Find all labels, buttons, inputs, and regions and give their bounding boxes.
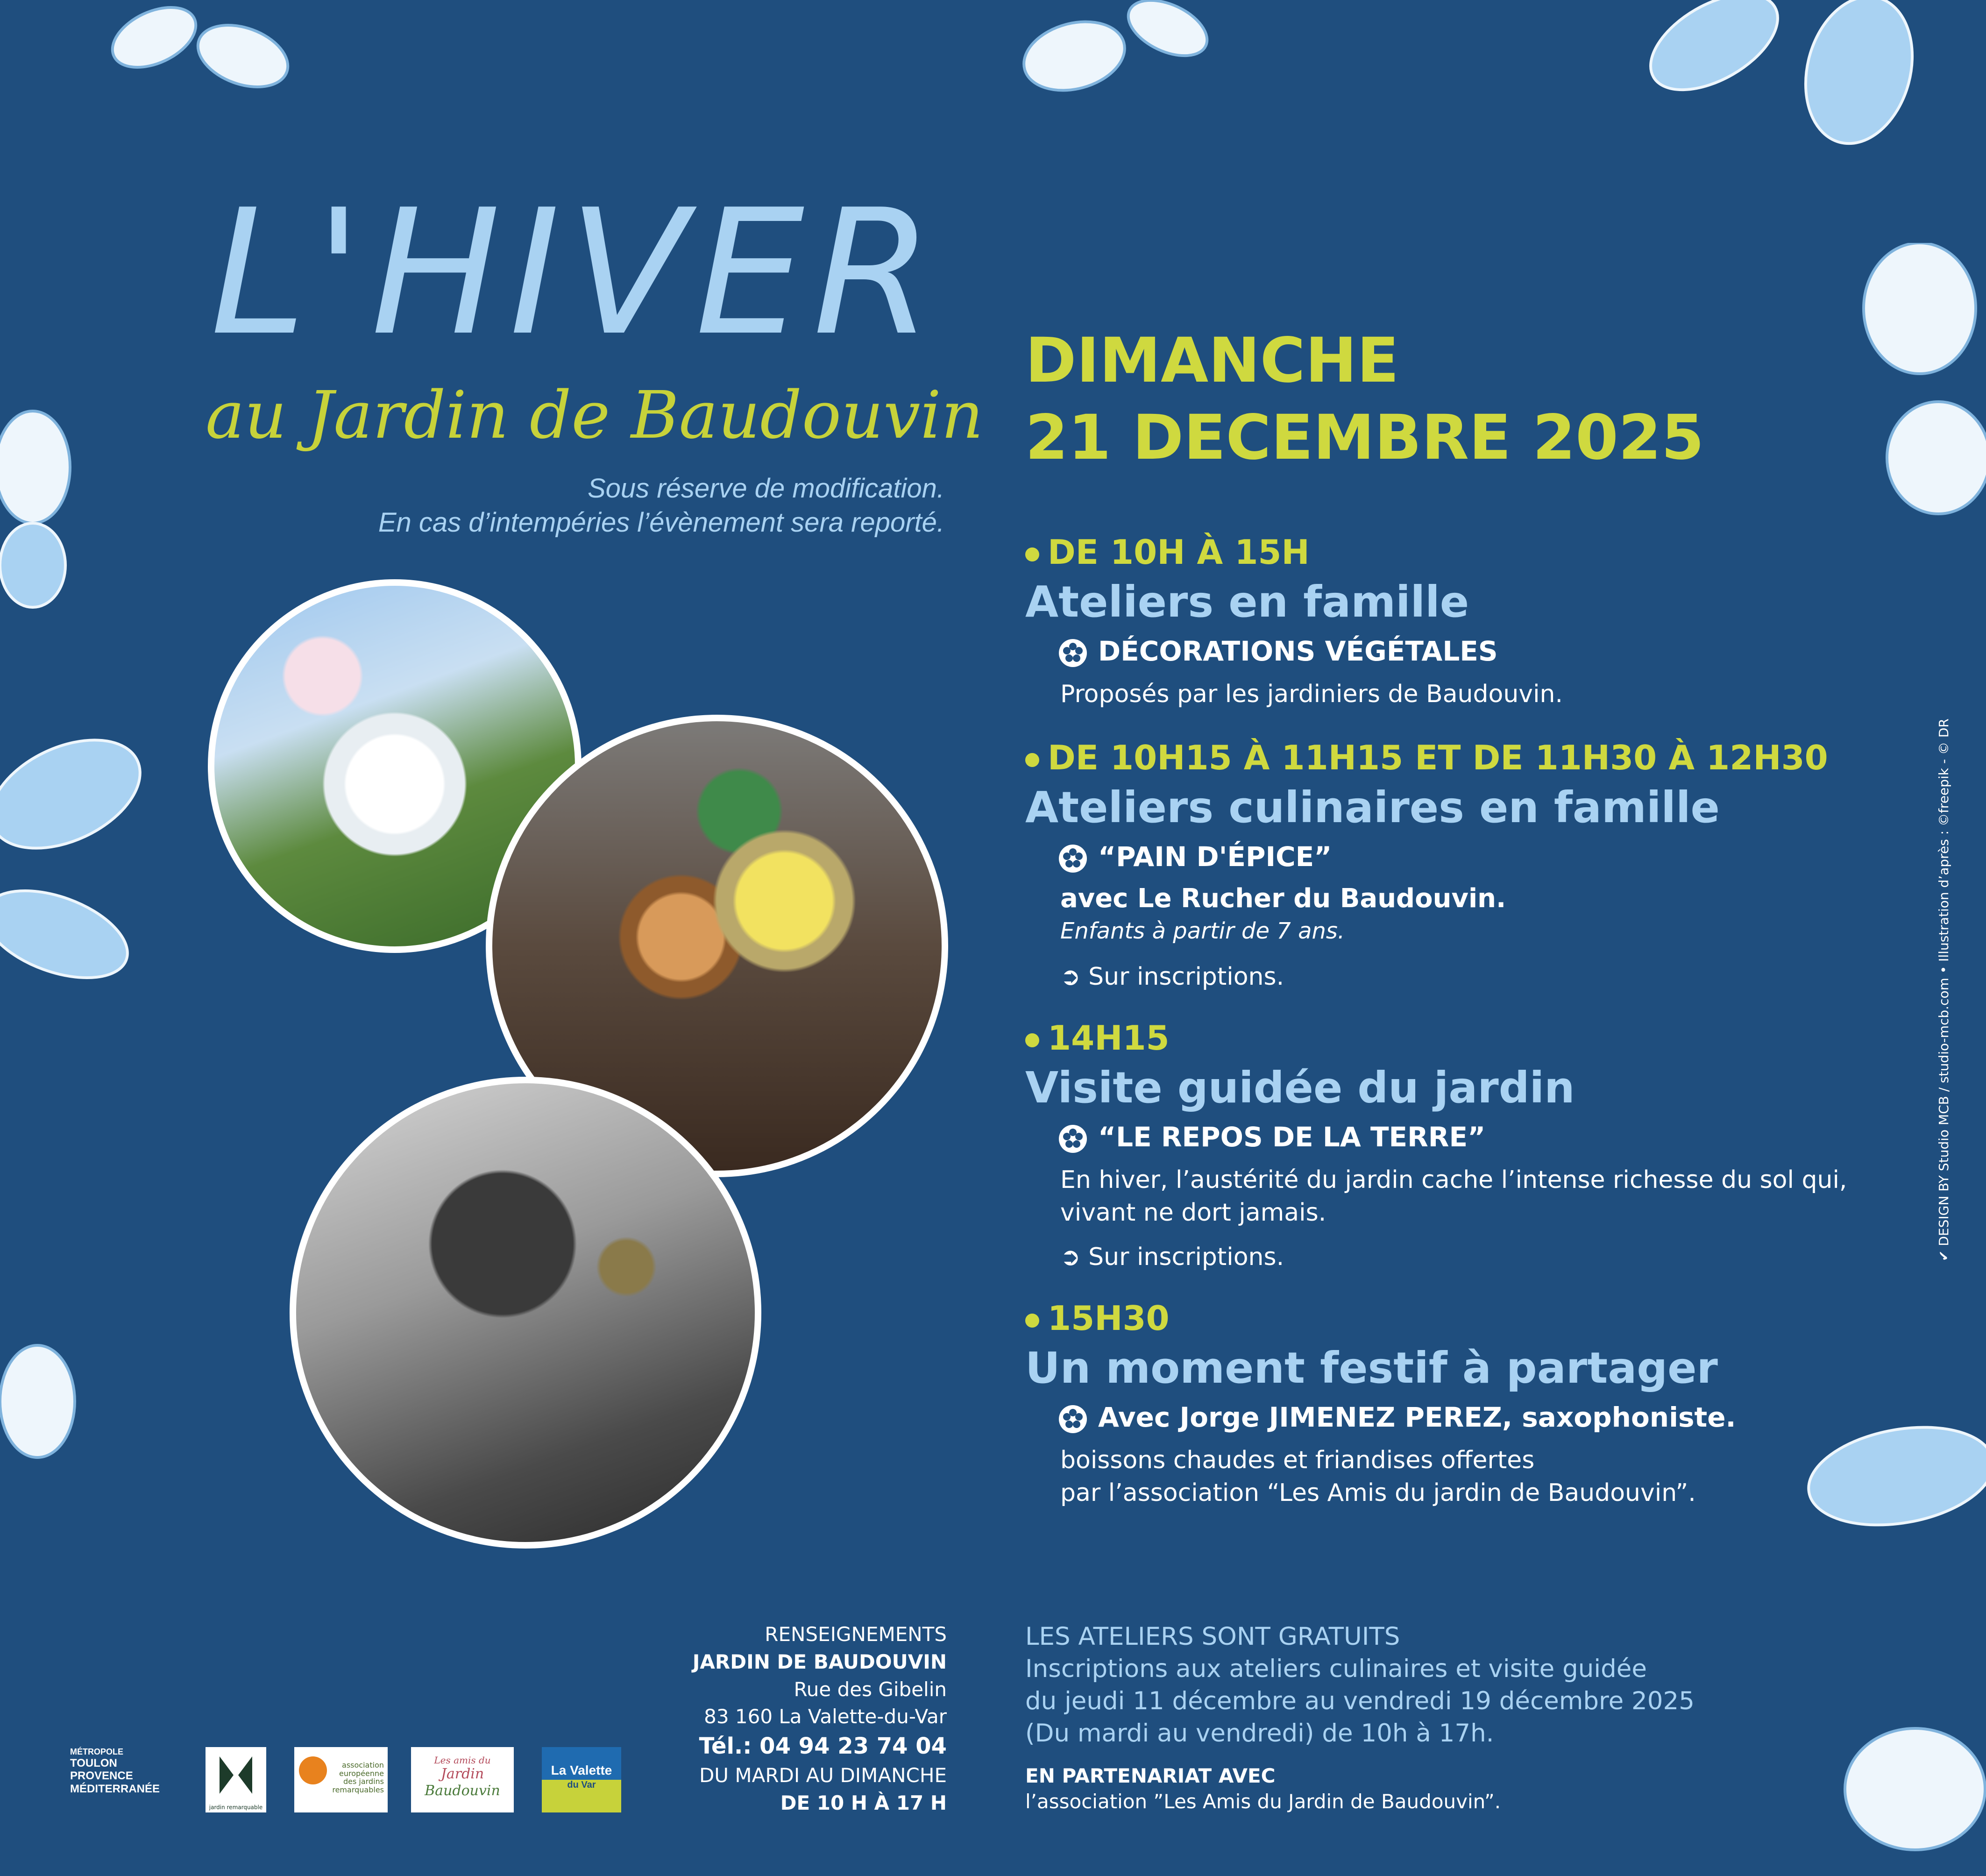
flower-icon: [1058, 638, 1088, 668]
info-street: Rue des Gibelin: [794, 1677, 947, 1701]
event-day: DIMANCHE: [1025, 325, 1399, 397]
event-1-time: DE 10H À 15H: [1025, 533, 1310, 572]
leaf-decoration-right-middle: [1845, 243, 1986, 533]
arrow-right-icon: ➲: [1060, 963, 1089, 991]
contact-info: [693, 1621, 947, 1817]
logo-metropole: MÉTROPOLE TOULON PROVENCE MÉDITERRANÉE: [70, 1747, 160, 1795]
registration-line-2: du jeudi 11 décembre au vendredi 19 décembre 2025: [1025, 1686, 1695, 1715]
event-3-time: 14H15: [1025, 1018, 1170, 1058]
event-2-time: DE 10H15 À 11H15 ET DE 11H30 À 12H30: [1025, 738, 1828, 777]
event-1-subtitle: DÉCORATIONS VÉGÉTALES: [1058, 635, 1498, 668]
photo-saxophonist: [290, 1077, 761, 1549]
reserve-line-1: Sous réserve de modification.: [587, 473, 944, 504]
jardin-remarquable-icon: [206, 1747, 266, 1812]
leaf-decoration-top-right: [1635, 0, 1986, 196]
reserve-line-2: En cas d’intempéries l’évènement sera reporté.: [378, 507, 944, 538]
event-4-subtitle: Avec Jorge JIMENEZ PEREZ, saxophoniste.: [1058, 1401, 1736, 1434]
leaf-decoration-left-bottom: [0, 1331, 93, 1471]
leaf-decoration-right-bottom: [1798, 1425, 1986, 1876]
registration-info: [1025, 1621, 1695, 1750]
event-3-detail-2: vivant ne dort jamais.: [1060, 1199, 1326, 1227]
info-days: DU MARDI AU DIMANCHE: [699, 1764, 947, 1787]
event-full-date: 21 DECEMBRE 2025: [1025, 402, 1704, 474]
logo-association-europeenne: association européenne des jardins remarquables: [294, 1747, 388, 1812]
registration-line-1: Inscriptions aux ateliers culinaires et visite guidée: [1025, 1654, 1647, 1683]
event-2-title: Ateliers culinaires en famille: [1025, 782, 1720, 832]
arrow-right-icon: ➲: [1060, 1243, 1089, 1271]
event-2-host: avec Le Rucher du Baudouvin.: [1060, 883, 1506, 914]
poster-title: L'HIVER: [210, 173, 942, 374]
event-4-detail-2: par l’association “Les Amis du jardin de Baudouvin”.: [1060, 1479, 1696, 1507]
poster-subtitle: au Jardin de Baudouvin: [206, 377, 984, 454]
info-hours: DE 10 H À 17 H: [780, 1791, 947, 1815]
flower-icon: [1058, 1124, 1088, 1154]
bullet-dot: [1025, 1314, 1039, 1328]
event-3-title: Visite guidée du jardin: [1025, 1063, 1575, 1113]
event-date: [1025, 322, 1704, 476]
info-city: 83 160 La Valette-du-Var: [704, 1705, 947, 1728]
association-flower-icon: [299, 1756, 327, 1784]
partner-text: l’association ”Les Amis du Jardin de Baudouvin”.: [1025, 1790, 1501, 1813]
event-4-time: 15H30: [1025, 1299, 1170, 1338]
event-3-inscription: ➲ Sur inscriptions.: [1060, 1243, 1284, 1271]
event-1-detail: Proposés par les jardiniers de Baudouvin.: [1060, 680, 1563, 708]
info-heading: RENSEIGNEMENTS: [765, 1623, 947, 1646]
free-notice: LES ATELIERS SONT GRATUITS: [1025, 1622, 1400, 1651]
event-4-title: Un moment festif à partager: [1025, 1343, 1718, 1393]
event-2-subtitle: “PAIN D'ÉPICE”: [1058, 841, 1332, 874]
partnership: [1025, 1763, 1501, 1814]
info-name: JARDIN DE BAUDOUVIN: [692, 1650, 947, 1673]
event-4-detail-1: boissons chaudes et friandises offertes: [1060, 1446, 1535, 1474]
event-2-inscription: ➲ Sur inscriptions.: [1060, 963, 1284, 991]
bullet-dot: [1025, 547, 1039, 561]
reserve-notice: [378, 472, 944, 540]
flower-icon: [1058, 1404, 1088, 1434]
leaf-decoration-top-left: [103, 0, 299, 107]
leaf-decoration-left-middle: [0, 397, 149, 1004]
event-3-subtitle: “LE REPOS DE LA TERRE”: [1058, 1121, 1485, 1154]
flower-icon: [1058, 844, 1088, 874]
design-credits: ✔ DESIGN BY Studio MCB / studio-mcb.com • Illustration d’après : ©freepik - © DR: [1936, 718, 1951, 1261]
logo-la-valette: La Valette du Var: [542, 1747, 621, 1812]
info-phone: Tél.: 04 94 23 74 04: [699, 1733, 947, 1760]
valette-roof-icon: [542, 1747, 621, 1761]
leaf-decoration-top-center: [1018, 0, 1214, 121]
logo-jardin-remarquable: jardin remarquable: [206, 1747, 266, 1812]
event-1-title: Ateliers en famille: [1025, 577, 1469, 627]
logo-amis-baudouvin: Les amis du Jardin Baudouvin: [411, 1747, 514, 1812]
bullet-dot: [1025, 753, 1039, 767]
bullet-dot: [1025, 1033, 1039, 1047]
partner-heading: EN PARTENARIAT AVEC: [1025, 1764, 1276, 1787]
event-2-age: Enfants à partir de 7 ans.: [1060, 918, 1345, 944]
event-3-detail-1: En hiver, l’austérité du jardin cache l’intense richesse du sol qui,: [1060, 1166, 1847, 1194]
registration-line-3: (Du mardi au vendredi) de 10h à 17h.: [1025, 1719, 1494, 1748]
